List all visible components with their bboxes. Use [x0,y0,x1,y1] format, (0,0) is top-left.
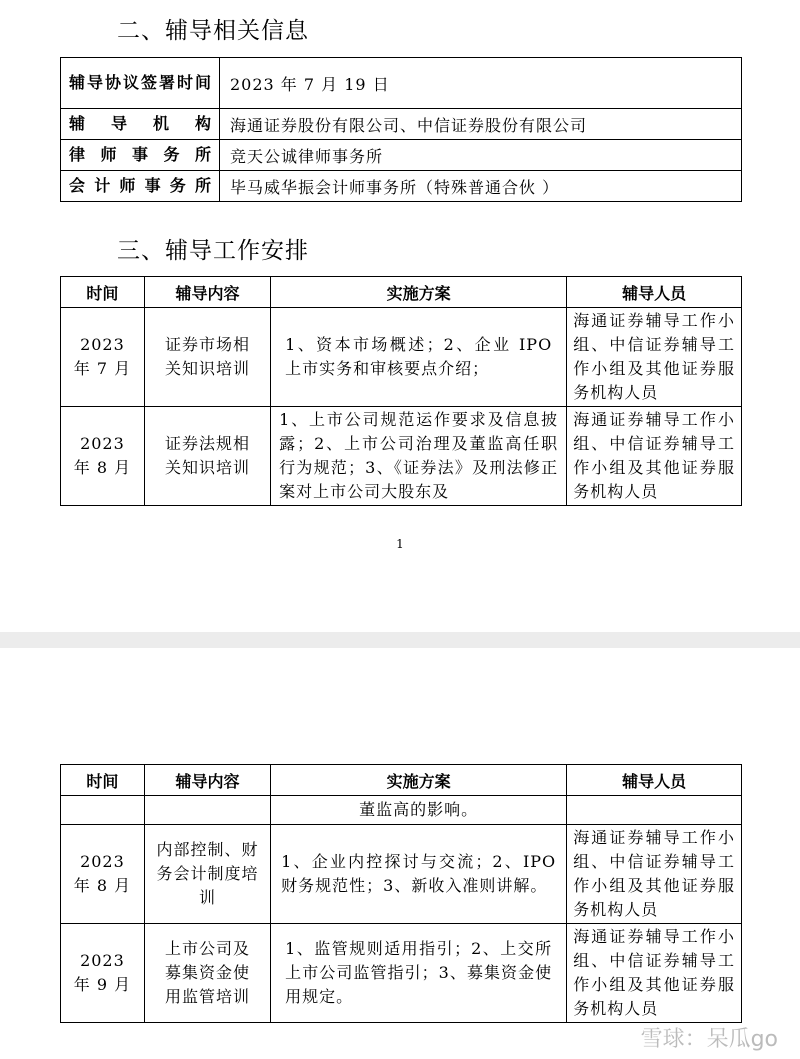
info-key: 会计师事务所 [61,171,220,202]
cell-plan [271,407,567,506]
schedule-table-page2 [60,764,742,1023]
page-number: 1 [396,537,404,551]
table-header-row [61,765,742,796]
cell-time: 2023 年 9 月 [61,924,145,1023]
column-header-content: 辅导内容 [144,277,270,308]
table-row [61,924,742,1023]
table-row [61,407,742,506]
schedule-table-page1 [60,276,742,506]
tutoring-info-table [60,57,742,202]
column-header-time: 时间 [61,765,145,796]
cell-time: 2023 年 8 月 [61,407,145,506]
column-header-people: 辅导人员 [567,765,742,796]
table-row [61,308,742,407]
section-heading-2: 二、辅导相关信息 [117,18,309,44]
column-header-time: 时间 [61,277,145,308]
cell-people: 海通证券辅导工作小组、中信证券辅导工作小组及其他证券服务机构人员 [567,825,742,924]
info-key: 律师事务所 [61,140,220,171]
column-header-plan: 实施方案 [271,765,567,796]
cell-plan: 1、企业内控探讨与交流；2、IPO 财务规范性；3、新收入准则讲解。 [271,825,567,924]
cell-content: 证券市场相关知识培训 [144,308,270,407]
cell-content: 上市公司及募集资金使用监管培训 [144,924,270,1023]
info-value: 海通证券股份有限公司、中信证券股份有限公司 [220,109,742,140]
table-row [61,825,742,924]
cell-people: 海通证券辅导工作小组、中信证券辅导工作小组及其他证券服务机构人员 [567,924,742,1023]
cell-content [144,796,270,825]
cell-people [567,796,742,825]
info-row [61,171,742,202]
info-key: 辅导协议签署时间 [61,58,220,109]
info-row [61,140,742,171]
column-header-people: 辅导人员 [567,277,742,308]
cell-time [61,796,145,825]
column-header-plan: 实施方案 [271,277,567,308]
document-page-2 [0,648,800,1059]
table-row-continuation [61,796,742,825]
info-row [61,109,742,140]
watermark: 雪球：呆瓜go [640,1027,778,1052]
info-value: 毕马威华振会计师事务所（特殊普通合伙 ） [220,171,742,202]
cell-content: 内部控制、财务会计制度培训 [144,825,270,924]
info-value: 2023 年 7 月 19 日 [220,58,742,109]
cell-plan: 1、资本市场概述；2、企业 IPO 上市实务和审核要点介绍； [271,308,567,407]
column-header-content: 辅导内容 [144,765,270,796]
cell-people: 海通证券辅导工作小组、中信证券辅导工作小组及其他证券服务机构人员 [567,308,742,407]
cell-content: 证券法规相关知识培训 [144,407,270,506]
page-gap [0,632,800,648]
cell-plan: 1、监管规则适用指引；2、上交所上市公司监管指引；3、募集资金使用规定。 [271,924,567,1023]
cell-plan: 董监高的影响。 [271,796,567,825]
cell-time: 2023 年 7 月 [61,308,145,407]
info-row [61,58,742,109]
cell-time: 2023 年 8 月 [61,825,145,924]
table-header-row [61,277,742,308]
cell-plan-text: 1、上市公司规范运作要求及信息披露；2、上市公司治理及董监高任职行为规范；3、《证券法》及刑法修正案对上市公司大股东及 [279,410,559,501]
info-key: 辅导机构 [61,109,220,140]
section-heading-3: 三、辅导工作安排 [117,238,309,264]
cell-people: 海通证券辅导工作小组、中信证券辅导工作小组及其他证券服务机构人员 [567,407,742,506]
info-value: 竞天公诚律师事务所 [220,140,742,171]
